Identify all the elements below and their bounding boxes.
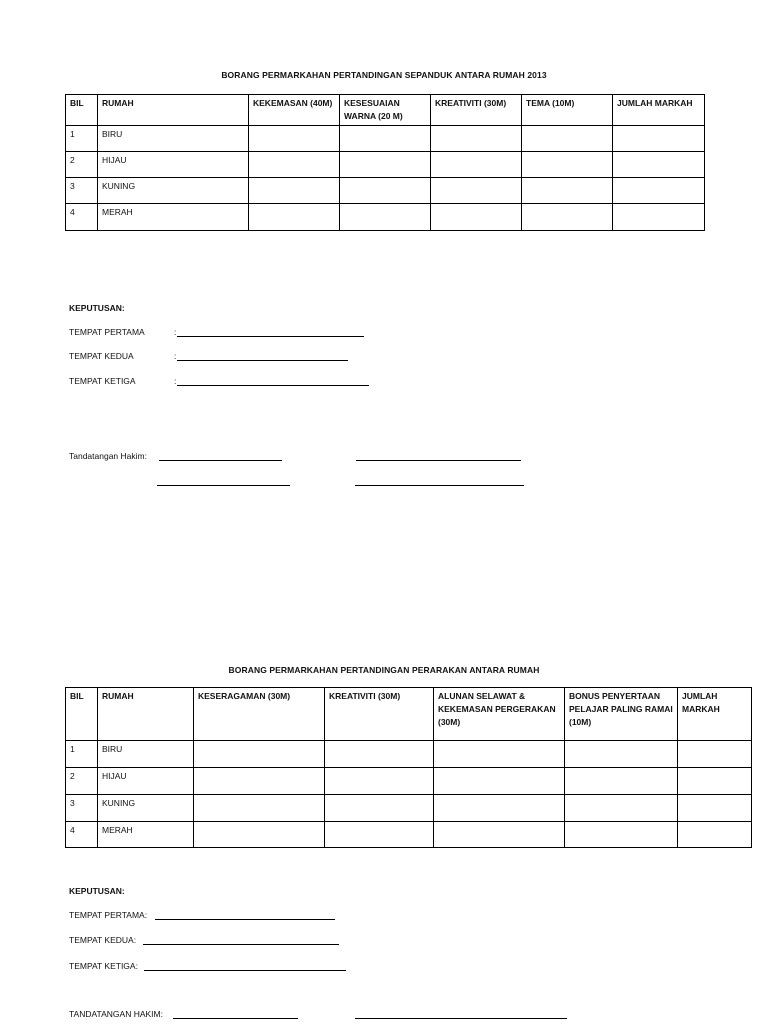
signature-line-1[interactable] (173, 1018, 298, 1019)
keputusan-heading: KEPUTUSAN: (69, 303, 125, 313)
score-cell[interactable] (565, 795, 678, 822)
score-cell[interactable] (340, 178, 431, 204)
score-cell[interactable] (325, 795, 434, 822)
row-rumah: HIJAU (98, 768, 194, 795)
table-header-row (66, 688, 752, 741)
signature-line-3[interactable] (157, 485, 290, 486)
score-cell[interactable] (434, 768, 565, 795)
tempat-pertama-line[interactable] (177, 336, 364, 337)
form2-score-table (65, 687, 752, 848)
score-cell[interactable] (431, 204, 522, 231)
table-row (66, 768, 752, 795)
header-rumah: RUMAH (98, 688, 194, 741)
score-cell[interactable] (340, 152, 431, 178)
total-cell[interactable] (678, 822, 752, 848)
header-jumlah-markah: JUMLAH MARKAH (613, 95, 705, 126)
total-cell[interactable] (678, 768, 752, 795)
colon: : (174, 351, 177, 361)
score-cell[interactable] (431, 178, 522, 204)
score-cell[interactable] (194, 795, 325, 822)
tempat-pertama-label: TEMPAT PERTAMA: (69, 910, 148, 920)
signature-line-4[interactable] (355, 485, 524, 486)
signature-label: Tandatangan Hakim: (69, 451, 147, 461)
form1-score-table (65, 94, 705, 231)
score-cell[interactable] (431, 152, 522, 178)
header-bonus-penyertaan: BONUS PENYERTAAN PELAJAR PALING RAMAI (10M) (565, 688, 678, 741)
colon: : (174, 327, 177, 337)
row-bil: 2 (66, 768, 98, 795)
total-cell[interactable] (613, 126, 705, 152)
signature-line-1[interactable] (159, 460, 282, 461)
table-row (66, 822, 752, 848)
header-kekemasan: KEKEMASAN (40M) (249, 95, 340, 126)
tempat-kedua-label: TEMPAT KEDUA (69, 351, 134, 361)
row-rumah: MERAH (98, 822, 194, 848)
score-cell[interactable] (194, 768, 325, 795)
total-cell[interactable] (678, 741, 752, 768)
tempat-ketiga-label: TEMPAT KETIGA: (69, 961, 138, 971)
row-bil: 2 (66, 152, 98, 178)
score-cell[interactable] (325, 768, 434, 795)
score-cell[interactable] (249, 152, 340, 178)
row-rumah: BIRU (98, 741, 194, 768)
form2-title: BORANG PERMARKAHAN PERTANDINGAN PERARAKAN ANTARA RUMAH (228, 665, 540, 675)
score-cell[interactable] (325, 741, 434, 768)
form1-title: BORANG PERMARKAHAN PERTANDINGAN SEPANDUK ANTARA RUMAH 2013 (221, 70, 547, 80)
header-alunan-selawat: ALUNAN SELAWAT & KEKEMASAN PERGERAKAN (30M) (434, 688, 565, 741)
row-rumah: KUNING (98, 795, 194, 822)
keputusan-heading: KEPUTUSAN: (69, 886, 125, 896)
header-bil: BIL (66, 95, 98, 126)
score-cell[interactable] (194, 822, 325, 848)
score-cell[interactable] (565, 768, 678, 795)
score-cell[interactable] (249, 204, 340, 231)
score-cell[interactable] (522, 152, 613, 178)
table-row (66, 126, 705, 152)
header-rumah: RUMAH (98, 95, 249, 126)
score-cell[interactable] (431, 126, 522, 152)
table-header-row (66, 95, 705, 126)
score-cell[interactable] (522, 204, 613, 231)
score-cell[interactable] (194, 741, 325, 768)
signature-line-2[interactable] (356, 460, 521, 461)
table-row (66, 204, 705, 231)
row-bil: 4 (66, 204, 98, 231)
tempat-ketiga-label: TEMPAT KETIGA (69, 376, 136, 386)
row-bil: 4 (66, 822, 98, 848)
total-cell[interactable] (613, 152, 705, 178)
header-kreativiti: KREATIVITI (30M) (431, 95, 522, 126)
tempat-kedua-line[interactable] (177, 360, 348, 361)
total-cell[interactable] (613, 178, 705, 204)
score-cell[interactable] (565, 822, 678, 848)
row-rumah: HIJAU (98, 152, 249, 178)
score-cell[interactable] (522, 126, 613, 152)
score-cell[interactable] (249, 126, 340, 152)
header-jumlah-markah: JUMLAH MARKAH (678, 688, 752, 741)
total-cell[interactable] (678, 795, 752, 822)
row-bil: 3 (66, 178, 98, 204)
signature-label: TANDATANGAN HAKIM: (69, 1009, 163, 1019)
table-row (66, 178, 705, 204)
score-cell[interactable] (434, 795, 565, 822)
total-cell[interactable] (613, 204, 705, 231)
row-bil: 1 (66, 741, 98, 768)
score-cell[interactable] (249, 178, 340, 204)
tempat-pertama-label: TEMPAT PERTAMA (69, 327, 145, 337)
row-bil: 3 (66, 795, 98, 822)
score-cell[interactable] (565, 741, 678, 768)
tempat-pertama-line[interactable] (155, 919, 335, 920)
score-cell[interactable] (340, 126, 431, 152)
table-row (66, 152, 705, 178)
header-kreativiti: KREATIVITI (30M) (325, 688, 434, 741)
row-bil: 1 (66, 126, 98, 152)
score-cell[interactable] (434, 822, 565, 848)
row-rumah: MERAH (98, 204, 249, 231)
table-row (66, 741, 752, 768)
header-keseragaman: KESERAGAMAN (30M) (194, 688, 325, 741)
tempat-ketiga-line[interactable] (177, 385, 369, 386)
tempat-kedua-line[interactable] (143, 944, 339, 945)
header-tema: TEMA (10M) (522, 95, 613, 126)
score-cell[interactable] (325, 822, 434, 848)
score-cell[interactable] (434, 741, 565, 768)
tempat-ketiga-line[interactable] (144, 970, 346, 971)
colon: : (174, 376, 177, 386)
row-rumah: KUNING (98, 178, 249, 204)
signature-line-2[interactable] (355, 1018, 567, 1019)
header-bil: BIL (66, 688, 98, 741)
header-kesesuaian-warna: KESESUAIAN WARNA (20 M) (340, 95, 431, 126)
row-rumah: BIRU (98, 126, 249, 152)
score-cell[interactable] (522, 178, 613, 204)
score-cell[interactable] (340, 204, 431, 231)
tempat-kedua-label: TEMPAT KEDUA: (69, 935, 137, 945)
table-row (66, 795, 752, 822)
